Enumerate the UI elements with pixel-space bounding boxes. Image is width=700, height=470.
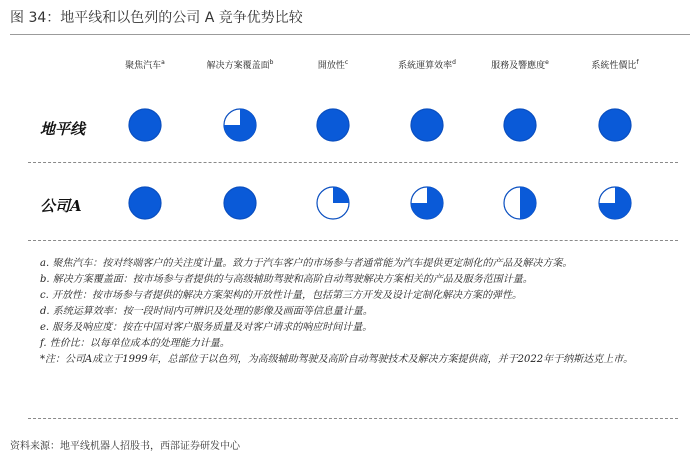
harvey-ball bbox=[127, 185, 163, 221]
harvey-ball bbox=[502, 185, 538, 221]
column-header-footnote-marker: f bbox=[636, 59, 639, 66]
footnote-line: d. 系统运算效率：按一段时间内可辨识及处理的影像及画面等信息量计量。 bbox=[40, 306, 373, 317]
column-header-label: 系統運算效率 bbox=[398, 61, 453, 71]
harvey-ball bbox=[597, 107, 633, 143]
harvey-ball bbox=[597, 185, 633, 221]
harvey-ball bbox=[315, 185, 351, 221]
column-header-footnote-marker: c bbox=[344, 59, 349, 66]
column-header-label: 系統性價比 bbox=[591, 61, 637, 71]
harvey-ball bbox=[222, 185, 258, 221]
column-header-footnote-marker: e bbox=[545, 59, 549, 66]
harvey-ball-outline bbox=[411, 109, 443, 141]
row-divider bbox=[28, 162, 678, 163]
column-header-footnote-marker: a bbox=[161, 59, 165, 66]
column-header-label: 解决方案覆盖面 bbox=[206, 61, 270, 71]
harvey-ball-outline bbox=[599, 109, 631, 141]
row-label-company-a: 公司A bbox=[40, 197, 82, 215]
harvey-ball bbox=[127, 107, 163, 143]
footnote-divider bbox=[28, 418, 678, 419]
harvey-ball-fill bbox=[333, 187, 349, 203]
row-divider bbox=[28, 240, 678, 241]
harvey-ball-outline bbox=[224, 187, 256, 219]
harvey-ball bbox=[502, 107, 538, 143]
column-header-footnote-marker: d bbox=[452, 59, 456, 66]
footnote-line: c. 开放性：按市场参与者提供的解决方案架构的开放性计量，包括第三方开发及设计定制化解决方案的弹性。 bbox=[40, 290, 522, 301]
column-header-footnote-marker: b bbox=[269, 59, 274, 66]
footnote-line: e. 服务及响应度：按在中国对客户服务质量及对客户请求的响应时间计量。 bbox=[40, 322, 373, 333]
source-note: 资料来源：地平线机器人招股书，西部证券研发中心 bbox=[10, 441, 240, 452]
column-header-label: 聚焦汽车 bbox=[125, 61, 162, 71]
harvey-ball bbox=[409, 107, 445, 143]
harvey-ball-outline bbox=[317, 109, 349, 141]
harvey-ball-outline bbox=[129, 187, 161, 219]
harvey-ball bbox=[409, 185, 445, 221]
column-header bbox=[555, 58, 675, 71]
row-label-horizon: 地平线 bbox=[40, 120, 86, 138]
figure-title: 图 34：地平线和以色列的公司 A 竞争优势比较 bbox=[10, 10, 303, 26]
harvey-ball-fill bbox=[520, 187, 536, 219]
harvey-ball-outline bbox=[504, 109, 536, 141]
footnote-line: b. 解决方案覆盖面：按市场参与者提供的与高级辅助驾驶和高阶自动驾驶解决方案相关的产品及服务范围计量。 bbox=[40, 274, 533, 285]
footnote-line: f. 性价比：以每单位成本的处理能力计量。 bbox=[40, 338, 230, 349]
column-header-label: 開放性 bbox=[317, 61, 345, 71]
harvey-ball-outline bbox=[129, 109, 161, 141]
footnote-line: *注：公司A成立于1999年，总部位于以色列，为高级辅助驾驶及高阶自动驾驶技术及解决方案提供商，并于2022年于纳斯达克上市。 bbox=[40, 354, 634, 365]
footnote-line: a. 聚焦汽车：按对终端客户的关注度计量。致力于汽车客户的市场参与者通常能为汽车提供更定制化的产品及解决方案。 bbox=[40, 258, 573, 269]
title-divider bbox=[10, 34, 690, 35]
column-header-label: 服務及響應度 bbox=[491, 61, 546, 71]
footnotes bbox=[40, 256, 680, 368]
harvey-ball bbox=[222, 107, 258, 143]
harvey-ball bbox=[315, 107, 351, 143]
